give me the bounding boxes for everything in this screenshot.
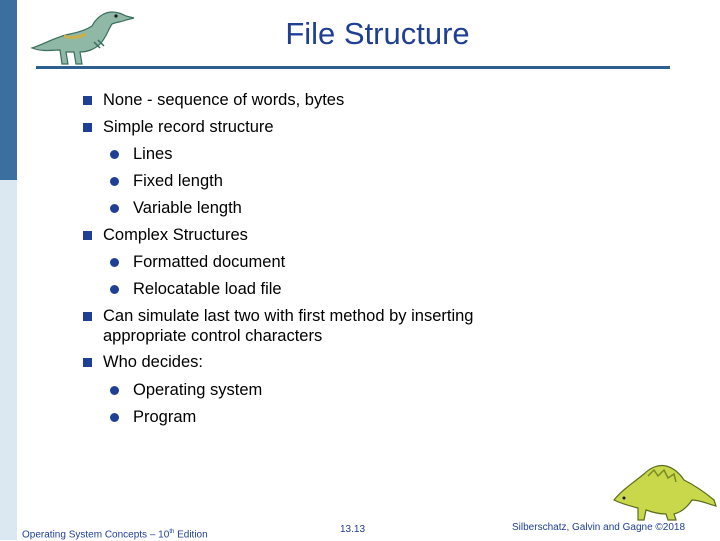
- dinosaur-icon: [604, 460, 720, 522]
- sub-bullet-text: Program: [133, 408, 197, 426]
- sub-bullet-text: Variable length: [133, 199, 242, 217]
- sub-bullet-text: Lines: [133, 145, 173, 163]
- footer-copyright: Silberschatz, Galvin and Gagne ©2018: [512, 522, 686, 533]
- square-bullet-icon: [83, 312, 92, 321]
- slide-title: File Structure: [285, 16, 470, 51]
- round-bullet-icon: [110, 285, 119, 294]
- square-bullet-icon: [83, 96, 92, 105]
- sub-bullet-text: Operating system: [133, 381, 263, 399]
- round-bullet-icon: [110, 413, 119, 422]
- footer-book-suffix: Edition: [174, 529, 208, 541]
- bullet-text: None - sequence of words, bytes: [103, 91, 345, 109]
- bullet-text-continuation: appropriate control characters: [103, 327, 323, 345]
- sub-bullet-text: Relocatable load file: [133, 280, 282, 298]
- sub-bullet-text: Formatted document: [133, 253, 286, 271]
- round-bullet-icon: [110, 204, 119, 213]
- round-bullet-icon: [110, 386, 119, 395]
- footer-book-title: [22, 526, 208, 541]
- round-bullet-icon: [110, 150, 119, 159]
- footer-page-number: 13.13: [340, 524, 366, 535]
- bullet-text: Simple record structure: [103, 118, 274, 136]
- square-bullet-icon: [83, 231, 92, 240]
- sub-bullet-text: Fixed length: [133, 172, 223, 190]
- bullet-text: Complex Structures: [103, 226, 248, 244]
- bullet-text: Can simulate last two with first method by inserting: [103, 307, 474, 325]
- footer-book-prefix: Operating System Concepts – 10: [22, 529, 170, 541]
- square-bullet-icon: [83, 123, 92, 132]
- square-bullet-icon: [83, 358, 92, 367]
- round-bullet-icon: [110, 177, 119, 186]
- round-bullet-icon: [110, 258, 119, 267]
- footer-book-sup: th: [169, 529, 175, 535]
- bullet-text: Who decides:: [103, 353, 203, 371]
